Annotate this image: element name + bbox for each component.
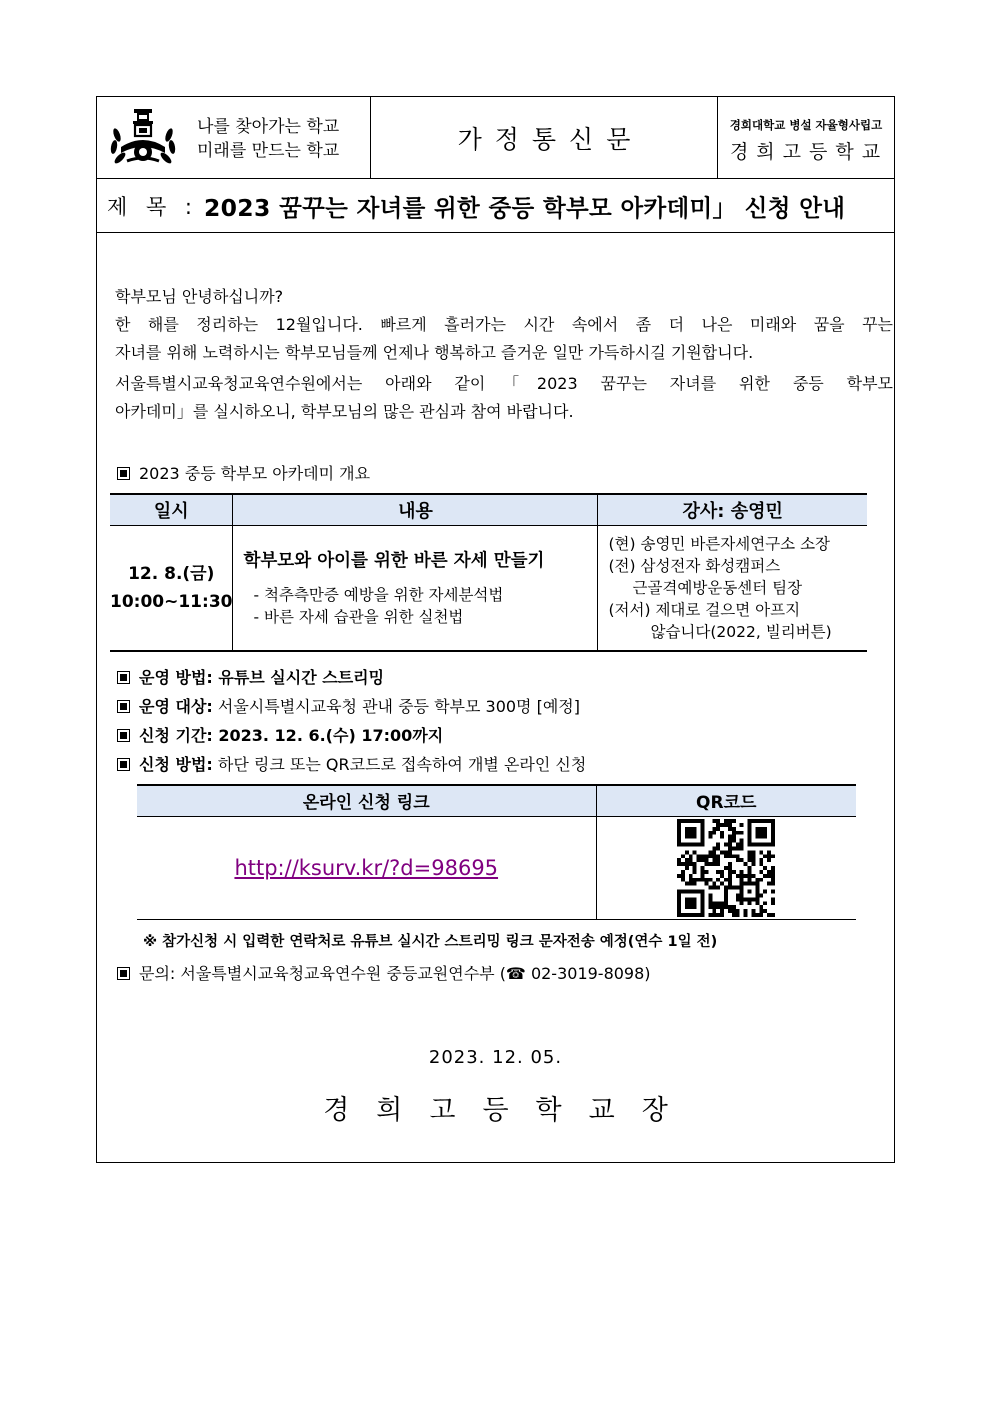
lecturer-line: (현) 송영민 바른자세연구소 소장 xyxy=(608,534,831,553)
qr-module xyxy=(736,873,740,877)
school-emblem-logo xyxy=(107,107,179,169)
bullet-value: 2023. 12. 6.(수) 17:00까지 xyxy=(212,726,444,745)
qr-module xyxy=(724,885,728,889)
qr-module xyxy=(748,869,752,873)
qr-module xyxy=(732,854,736,858)
qr-module xyxy=(771,877,775,881)
qr-module xyxy=(771,897,775,901)
qr-module xyxy=(724,877,728,881)
qr-module xyxy=(728,819,732,823)
qr-module xyxy=(771,889,775,893)
qr-module xyxy=(740,858,744,862)
qr-module xyxy=(763,866,767,870)
qr-module xyxy=(716,822,720,826)
qr-module xyxy=(709,834,713,838)
qr-module xyxy=(724,897,728,901)
school-affiliation: 경희대학교 병설 자율형사립고 xyxy=(729,118,883,132)
header-lecturer: 강사: 송영민 xyxy=(598,494,867,525)
square-bullet-icon xyxy=(117,729,130,742)
qr-module xyxy=(709,893,713,897)
qr-module xyxy=(713,881,717,885)
qr-module xyxy=(709,854,713,858)
qr-module xyxy=(705,862,709,866)
qr-module xyxy=(728,869,732,873)
qr-module xyxy=(728,846,732,850)
table-row xyxy=(137,816,856,919)
bullet-operation-method xyxy=(117,665,384,688)
lecturer-cell xyxy=(598,525,867,651)
qr-module xyxy=(752,850,756,854)
qr-module xyxy=(744,909,748,913)
paragraph-2-line-2: 아카데미」를 실시하오니, 학부모님의 많은 관심과 참여 바랍니다. xyxy=(115,402,574,421)
qr-module xyxy=(685,881,689,885)
qr-module xyxy=(724,850,728,854)
qr-module xyxy=(709,901,713,905)
letterhead xyxy=(97,97,894,179)
table-header-row xyxy=(137,785,856,816)
qr-module xyxy=(728,862,732,866)
school-info-cell xyxy=(718,97,894,178)
paragraph-2-line-1: 서울특별시교육청교육연수원에서는 아래와 같이「2023 꿈꾸는 자녀를 위한 중등 학부모 xyxy=(115,374,893,393)
topic-items xyxy=(233,584,597,628)
qr-module xyxy=(689,877,693,881)
lecturer-line: (저서) 제대로 걸으면 아프지 xyxy=(608,600,801,619)
qr-module xyxy=(756,826,768,838)
bullet-label: 신청 방법: xyxy=(139,755,213,774)
qr-module xyxy=(763,901,767,905)
letterhead-left xyxy=(97,97,371,178)
table-header-row xyxy=(110,494,867,525)
qr-module xyxy=(736,854,740,858)
qr-module xyxy=(713,826,717,830)
qr-module xyxy=(728,822,732,826)
streaming-note: ※ 참가신청 시 입력한 연락처로 유튜브 실시간 스트리밍 링크 문자전송 예정(연수 1일 전) xyxy=(143,934,718,950)
qr-module xyxy=(720,822,724,826)
qr-module xyxy=(767,869,771,873)
newsletter-title-cell xyxy=(371,97,718,178)
bullet-value: 유튜브 실시간 스트리밍 xyxy=(212,668,385,687)
contact-value: 서울특별시교육청교육연수원 중등교원연수부 (☎ 02-3019-8098) xyxy=(175,964,651,983)
qr-module xyxy=(693,850,697,854)
qr-module xyxy=(713,905,717,909)
paragraph-1 xyxy=(115,311,893,367)
qr-module xyxy=(693,877,697,881)
qr-module xyxy=(709,830,713,834)
qr-module xyxy=(701,877,705,881)
qr-module xyxy=(713,909,717,913)
qr-module xyxy=(748,901,752,905)
qr-module xyxy=(716,869,720,873)
qr-module xyxy=(748,889,752,893)
qr-module xyxy=(748,850,752,854)
contact-line xyxy=(117,961,651,984)
qr-module xyxy=(728,834,732,838)
qr-module xyxy=(771,913,775,917)
qr-module xyxy=(752,873,756,877)
qr-module xyxy=(728,850,732,854)
qr-module xyxy=(713,858,717,862)
qr-module xyxy=(728,838,732,842)
issue-date: 2023. 12. 05. xyxy=(428,1047,563,1068)
header-date: 일시 xyxy=(110,494,233,525)
qr-module xyxy=(767,854,771,858)
qr-module xyxy=(724,842,728,846)
qr-module xyxy=(705,869,709,873)
qr-module xyxy=(763,889,767,893)
qr-module xyxy=(689,854,693,858)
qr-module xyxy=(724,893,728,897)
qr-module xyxy=(720,905,724,909)
qr-module xyxy=(736,830,740,834)
qr-module xyxy=(705,858,709,862)
bullet-label: 운영 대상: xyxy=(139,697,213,716)
qr-module xyxy=(713,862,717,866)
qr-module xyxy=(709,913,713,917)
qr-module xyxy=(771,854,775,858)
qr-module xyxy=(716,826,720,830)
qr-module xyxy=(748,854,752,858)
qr-module xyxy=(752,862,756,866)
qr-module xyxy=(685,850,689,854)
qr-module xyxy=(709,877,713,881)
greeting: 학부모님 안녕하십니까? xyxy=(115,287,284,306)
qr-module xyxy=(736,909,740,913)
application-link-table xyxy=(137,784,856,920)
document-title: 2023 꿈꾸는 자녀를 위한 중등 학부모 아카데미」 신청 안내 xyxy=(204,193,846,222)
qr-module xyxy=(748,866,752,870)
qr-module xyxy=(709,885,713,889)
date-cell xyxy=(110,525,233,651)
overview-heading-text: 2023 중등 학부모 아카데미 개요 xyxy=(139,464,371,483)
qr-module xyxy=(740,830,744,834)
qr-cell xyxy=(596,816,856,919)
qr-module xyxy=(767,873,771,877)
qr-module xyxy=(771,869,775,873)
qr-module xyxy=(724,889,728,893)
qr-module xyxy=(720,881,724,885)
qr-module xyxy=(701,873,705,877)
qr-module xyxy=(720,913,724,917)
qr-module xyxy=(752,909,756,913)
qr-module xyxy=(728,866,732,870)
qr-module xyxy=(685,858,689,862)
qr-module xyxy=(728,842,732,846)
school-motto xyxy=(197,115,339,163)
qr-module xyxy=(716,877,720,881)
qr-module xyxy=(763,854,767,858)
qr-module xyxy=(685,866,689,870)
qr-module xyxy=(677,862,681,866)
qr-code[interactable] xyxy=(677,819,775,917)
qr-module xyxy=(760,909,764,913)
schedule-table xyxy=(110,493,867,652)
qr-module xyxy=(716,913,720,917)
contact-label: 문의: xyxy=(139,964,176,983)
qr-module xyxy=(701,858,705,862)
qr-module xyxy=(697,877,701,881)
qr-module xyxy=(756,901,760,905)
qr-module xyxy=(701,866,705,870)
qr-module xyxy=(716,901,720,905)
qr-module xyxy=(720,873,724,877)
qr-module xyxy=(732,913,736,917)
qr-module xyxy=(697,854,701,858)
qr-module xyxy=(756,877,760,881)
bullet-target xyxy=(117,694,580,717)
header-online-link: 온라인 신청 링크 xyxy=(137,785,596,816)
qr-module xyxy=(709,897,713,901)
qr-module xyxy=(716,854,720,858)
qr-module xyxy=(681,854,685,858)
document-frame xyxy=(96,96,895,1163)
qr-module xyxy=(732,909,736,913)
bullet-application-period xyxy=(117,723,443,746)
square-bullet-icon xyxy=(117,671,130,684)
paragraph-2 xyxy=(115,370,893,426)
qr-module xyxy=(767,881,771,885)
qr-module xyxy=(693,862,697,866)
bullet-label: 신청 기간: xyxy=(139,726,213,745)
bullet-application-method xyxy=(117,752,586,775)
qr-module xyxy=(760,905,764,909)
qr-module xyxy=(752,854,756,858)
qr-module xyxy=(720,909,724,913)
qr-module xyxy=(716,885,720,889)
qr-module xyxy=(697,858,701,862)
qr-module xyxy=(744,862,748,866)
qr-module xyxy=(752,913,756,917)
square-bullet-icon xyxy=(117,467,130,480)
principal-signature: 경희고등학교장 xyxy=(323,1095,695,1126)
qr-module xyxy=(736,913,740,917)
qr-module xyxy=(689,862,693,866)
lecturer-line: 않습니다(2022, 빌리버튼) xyxy=(650,622,832,641)
qr-module xyxy=(740,822,744,826)
qr-module xyxy=(713,854,717,858)
qr-module xyxy=(756,913,760,917)
qr-module xyxy=(760,858,764,862)
qr-module xyxy=(732,826,736,830)
qr-module xyxy=(720,834,724,838)
qr-module xyxy=(677,873,681,877)
qr-module xyxy=(681,862,685,866)
qr-module xyxy=(705,854,709,858)
qr-module xyxy=(736,858,740,862)
content-cell xyxy=(233,525,598,651)
newsletter-title: 가정통신문 xyxy=(457,124,644,154)
qr-module xyxy=(760,913,764,917)
motto-line-2: 미래를 만드는 학교 xyxy=(197,141,340,161)
qr-module xyxy=(760,862,764,866)
qr-module xyxy=(760,869,764,873)
paragraph-1-line-2: 자녀를 위해 노력하시는 학부모님들께 언제나 행복하고 즐거운 일만 가득하시길 기원합니다. xyxy=(115,343,754,362)
qr-module xyxy=(724,854,728,858)
qr-module xyxy=(724,905,728,909)
qr-module xyxy=(760,877,764,881)
lecturer-line: 근골격예방운동센터 팀장 xyxy=(632,578,803,597)
qr-module xyxy=(760,850,764,854)
qr-module xyxy=(763,909,767,913)
qr-module xyxy=(681,869,685,873)
bullet-value: 하단 링크 또는 QR코드로 접속하여 개별 온라인 신청 xyxy=(212,755,587,774)
qr-module xyxy=(689,858,693,862)
motto-line-1: 나를 찾아가는 학교 xyxy=(197,117,340,137)
qr-module xyxy=(771,873,775,877)
qr-module xyxy=(767,858,771,862)
qr-module xyxy=(748,877,752,881)
qr-module xyxy=(771,901,775,905)
qr-module xyxy=(713,913,717,917)
qr-module xyxy=(736,897,740,901)
qr-module xyxy=(740,877,744,881)
qr-module xyxy=(748,873,752,877)
qr-module xyxy=(744,873,748,877)
qr-module xyxy=(720,869,724,873)
qr-module xyxy=(713,901,717,905)
qr-module xyxy=(685,897,697,909)
square-bullet-icon xyxy=(117,967,130,980)
qr-module xyxy=(716,842,720,846)
qr-module xyxy=(705,881,709,885)
qr-module xyxy=(760,893,764,897)
qr-module xyxy=(709,850,713,854)
qr-module xyxy=(724,866,728,870)
qr-module xyxy=(763,873,767,877)
school-name: 경희고등학교 xyxy=(729,141,889,163)
bullet-label: 운영 방법: xyxy=(139,668,213,687)
qr-module xyxy=(693,866,697,870)
qr-module xyxy=(713,850,717,854)
qr-module xyxy=(724,901,728,905)
qr-module xyxy=(732,846,736,850)
session-date: 12. 8.(금) xyxy=(128,563,215,584)
qr-module xyxy=(681,873,685,877)
qr-module xyxy=(693,869,697,873)
title-label: 제 목 : xyxy=(107,194,198,219)
qr-module xyxy=(767,913,771,917)
qr-module xyxy=(732,819,736,823)
qr-module xyxy=(732,905,736,909)
qr-module xyxy=(748,858,752,862)
qr-module xyxy=(732,869,736,873)
qr-module xyxy=(701,854,705,858)
qr-module xyxy=(693,881,697,885)
bullet-value: 서울시특별시교육청 관내 중등 학부모 300명 [예정] xyxy=(212,697,581,716)
qr-module xyxy=(689,881,693,885)
qr-module xyxy=(771,866,775,870)
overview-heading xyxy=(117,461,370,484)
qr-module xyxy=(740,838,744,842)
qr-module xyxy=(728,881,732,885)
qr-module xyxy=(677,858,681,862)
qr-module xyxy=(728,885,732,889)
qr-module xyxy=(767,850,771,854)
qr-module xyxy=(728,873,732,877)
qr-module xyxy=(728,854,732,858)
qr-module xyxy=(752,858,756,862)
qr-module xyxy=(716,858,720,862)
qr-module xyxy=(771,881,775,885)
qr-module xyxy=(728,877,732,881)
table-row xyxy=(110,525,867,651)
qr-module xyxy=(728,909,732,913)
qr-module xyxy=(720,901,724,905)
qr-module xyxy=(736,893,740,897)
qr-module xyxy=(732,885,736,889)
qr-module xyxy=(724,822,728,826)
qr-module xyxy=(740,873,744,877)
qr-module xyxy=(709,905,713,909)
qr-module xyxy=(685,826,697,838)
application-link[interactable]: http://ksurv.kr/?d=98695 xyxy=(234,855,499,880)
qr-module xyxy=(724,819,728,823)
qr-module xyxy=(716,846,720,850)
qr-module xyxy=(720,850,724,854)
qr-module xyxy=(716,905,720,909)
qr-module xyxy=(732,834,736,838)
qr-module xyxy=(685,862,689,866)
qr-module xyxy=(740,842,744,846)
square-bullet-icon xyxy=(117,758,130,771)
lecturer-line: (전) 삼성전자 화성캠퍼스 xyxy=(608,556,781,575)
qr-module xyxy=(736,846,740,850)
session-time: 10:00~11:30 xyxy=(110,591,233,612)
qr-module xyxy=(736,885,740,889)
qr-module xyxy=(732,838,736,842)
qr-module xyxy=(701,869,705,873)
qr-module xyxy=(740,846,744,850)
square-bullet-icon xyxy=(117,700,130,713)
session-topic: 학부모와 아이를 위한 바른 자세 만들기 xyxy=(243,551,545,572)
qr-module xyxy=(736,842,740,846)
paragraph-1-line-1: 한 해를 정리하는 12월입니다. 빠르게 흘러가는 시간 속에서 좀 더 나은 미래와 꿈을 꾸는 xyxy=(115,315,893,334)
qr-module xyxy=(732,830,736,834)
qr-module xyxy=(740,869,744,873)
header-qr-code: QR코드 xyxy=(596,785,856,816)
qr-module xyxy=(713,885,717,889)
topic-item: - 척추측만증 예방을 위한 자세분석법 xyxy=(253,586,504,605)
qr-module xyxy=(728,826,732,830)
header-content: 내용 xyxy=(233,494,598,525)
document-title-row xyxy=(97,179,894,233)
qr-module xyxy=(681,877,685,881)
qr-module xyxy=(713,846,717,850)
qr-module xyxy=(705,877,709,881)
qr-module xyxy=(720,830,724,834)
qr-module xyxy=(728,905,732,909)
qr-module xyxy=(689,873,693,877)
qr-module xyxy=(713,819,717,823)
topic-item: - 바른 자세 습관을 위한 실천법 xyxy=(253,608,464,627)
link-cell xyxy=(137,816,596,919)
qr-module xyxy=(716,819,720,823)
qr-module xyxy=(740,901,744,905)
qr-module xyxy=(744,913,748,917)
qr-module xyxy=(716,862,720,866)
qr-module xyxy=(713,830,717,834)
qr-module xyxy=(709,862,713,866)
